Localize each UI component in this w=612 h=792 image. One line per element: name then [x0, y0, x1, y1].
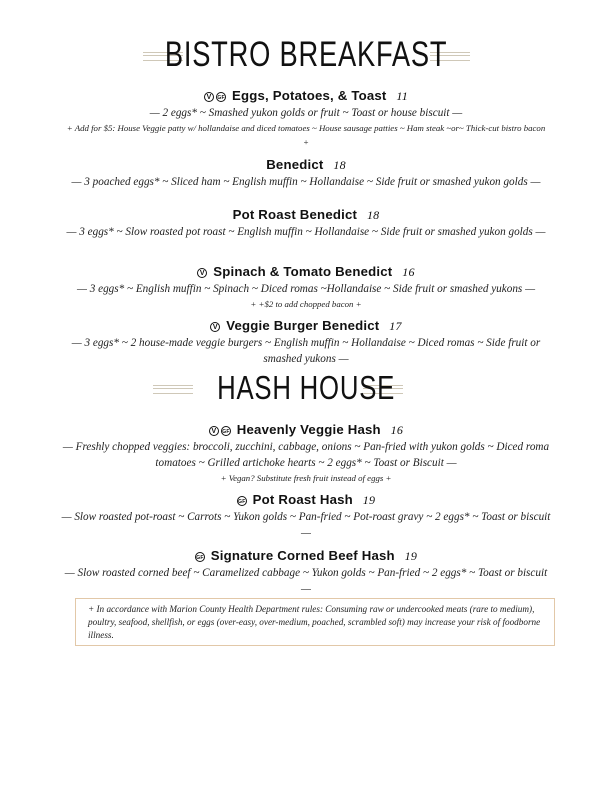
vegetarian-icon: V	[204, 92, 214, 102]
gluten-free-icon: GF	[195, 552, 205, 562]
item-description: — Slow roasted pot-roast ~ Carrots ~ Yukon golds ~ Pan-fried ~ Pot-roast gravy ~ 2 eggs* ~ Toast or biscuit —	[61, 511, 551, 539]
gluten-free-icon: GF	[216, 92, 226, 102]
item-name: Pot Roast Benedict	[232, 207, 358, 222]
item-name: Spinach & Tomato Benedict	[213, 264, 393, 279]
item-price: 16	[402, 265, 415, 279]
item-description: — 2 eggs* ~ Smashed yukon golds or fruit ~ Toast or house biscuit —	[149, 107, 463, 119]
item-name: Veggie Burger Benedict	[226, 318, 380, 333]
section-title-hash-house: HASH HOUSE	[216, 369, 396, 406]
item-price: 11	[396, 89, 408, 103]
gluten-free-icon: GF	[221, 426, 231, 436]
menu-item	[60, 492, 552, 541]
item-price: 18	[333, 158, 346, 172]
item-name: Eggs, Potatoes, & Toast	[231, 88, 387, 103]
vegetarian-icon: V	[209, 426, 219, 436]
health-disclaimer-box	[75, 598, 555, 646]
item-description: — Slow roasted corned beef ~ Caramelized cabbage ~ Yukon golds ~ Pan-fried ~ 2 eggs* ~ Toast or biscuit —	[64, 567, 548, 595]
vegetarian-icon: V	[197, 268, 207, 278]
item-price: 16	[390, 423, 404, 437]
item-name: Signature Corned Beef Hash	[210, 548, 395, 563]
section-title-bistro-breakfast: BISTRO BREAKFAST	[164, 35, 448, 74]
menu-item	[60, 88, 552, 149]
item-name: Benedict	[266, 157, 324, 172]
menu-item	[60, 548, 552, 597]
item-price: 19	[404, 549, 418, 563]
item-note: + +$2 to add chopped bacon +	[250, 299, 362, 309]
menu-item	[60, 264, 552, 311]
item-name: Pot Roast Hash	[252, 492, 353, 507]
item-price: 17	[389, 319, 402, 333]
menu-item	[60, 157, 552, 190]
menu-item	[60, 318, 552, 367]
menu-item	[60, 422, 552, 485]
vegetarian-icon: V	[210, 322, 220, 332]
item-description: — Freshly chopped veggies: broccoli, zucchini, cabbage, onions ~ Pan-fried with yukon golds ~ Diced roma tomatoes ~ Grilled artichoke hearts ~ 2 eggs* ~ Toast or Biscuit —	[62, 441, 550, 469]
gluten-free-icon: GF	[237, 496, 247, 506]
item-description: — 3 eggs* ~ English muffin ~ Spinach ~ Diced romas ~Hollandaise ~ Side fruit or smashed yukons —	[76, 283, 536, 295]
item-price: 18	[366, 208, 380, 222]
item-description: — 3 poached eggs* ~ Sliced ham ~ English muffin ~ Hollandaise ~ Side fruit or smashed yukon golds —	[71, 176, 541, 188]
item-description: — 3 eggs* ~ Slow roasted pot roast ~ English muffin ~ Hollandaise ~ Side fruit or smashed yukon golds —	[66, 226, 546, 238]
item-note: + Vegan? Substitute fresh fruit instead of eggs +	[220, 473, 392, 483]
item-description: — 3 eggs* ~ 2 house-made veggie burgers ~ English muffin ~ Hollandaise ~ Diced romas ~ Side fruit or smashed yukons —	[71, 337, 541, 365]
item-name: Heavenly Veggie Hash	[236, 422, 381, 437]
health-disclaimer-text: + In accordance with Marion County Health Department rules: Consuming raw or undercooked meats (rare to medium), poultry, seafood, shellfish, or eggs (over-easy, over-medium, poached, scrambled soft) may increase your risk of foodborne illness.	[88, 604, 541, 640]
item-note: + Add for $5: House Veggie patty w/ hollandaise and diced tomatoes ~ House sausage patties ~ Ham steak ~or~ Thick-cut bistro bacon +	[66, 123, 546, 147]
item-price: 19	[362, 493, 376, 507]
menu-item	[60, 207, 552, 240]
